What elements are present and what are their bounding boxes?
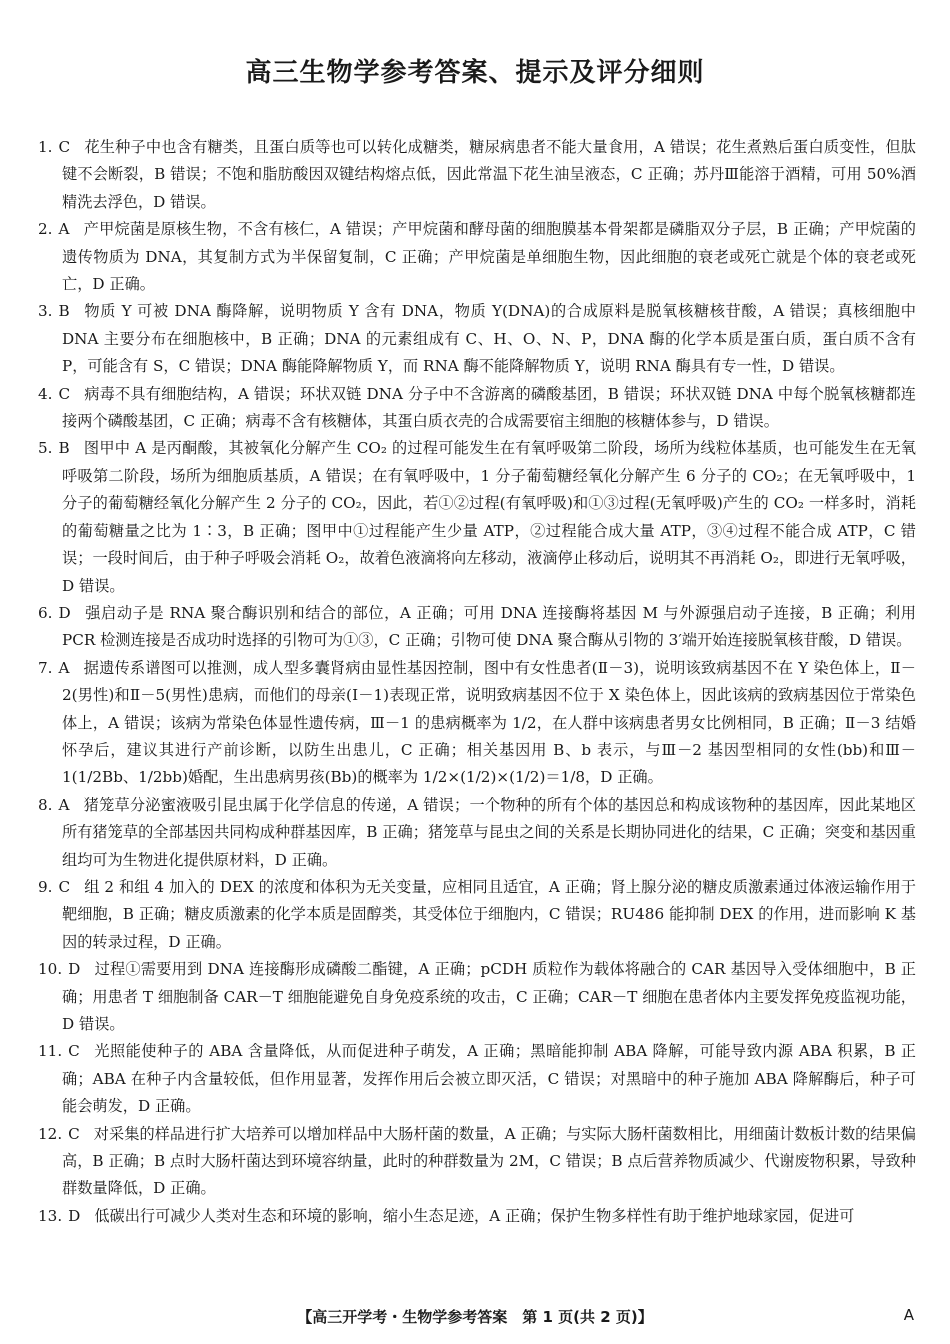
question-number: 9. (38, 877, 53, 896)
answer-item (38, 1203, 916, 1230)
question-number: 6. (38, 603, 53, 622)
answer-choice: C (68, 1124, 80, 1143)
answer-item (38, 435, 916, 599)
answer-item (38, 600, 916, 655)
answer-item (38, 1038, 916, 1120)
explanation-text: 组 2 和组 4 加入的 DEX 的浓度和体积为无关变量，应相同且适宜，A 正确；肾上腺分泌的糖皮质激素通过体液运输作用于靶细胞，B 正确；糖皮质激素的化学本质是固醇类，其受体位于细胞内，C 错误；RU486 能抑制 DEX 的作用，进而影响 K 基因的转录过程，D 正确。 (62, 877, 916, 951)
answer-choice: D (68, 1206, 81, 1225)
answer-list (38, 134, 916, 1230)
question-number: 1. (38, 138, 53, 156)
answer-choice: D (58, 603, 71, 622)
answer-choice: A (58, 795, 70, 814)
answer-item (38, 874, 916, 956)
answer-choice: B (58, 439, 70, 458)
explanation-text: 低碳出行可减少人类对生态和环境的影响，缩小生态足迹，A 正确；保护生物多样性有助于维护地球家园，促进可 (94, 1206, 855, 1225)
explanation-text: 花生种子中也含有糖类，且蛋白质等也可以转化成糖类，糖尿病患者不能大量食用，A 错误；花生煮熟后蛋白质变性，但肽键不会断裂，B 错误；不饱和脂肪酸因双键结构熔点低，因此常温下花生油呈液态，C 正确；苏丹Ⅲ能溶于酒精，可用 50%酒精洗去浮色，D 错误。 (62, 138, 916, 211)
question-number: 13. (38, 1206, 63, 1225)
answer-item (38, 134, 916, 216)
question-number: 10. (38, 960, 63, 979)
question-number: 5. (38, 439, 53, 458)
question-number: 3. (38, 302, 53, 321)
question-number: 4. (38, 384, 53, 403)
question-number: 8. (38, 795, 53, 814)
question-number: 11. (38, 1042, 63, 1061)
explanation-text: 光照能使种子的 ABA 含量降低，从而促进种子萌发，A 正确；黑暗能抑制 ABA 降解，可能导致内源 ABA 积累，B 正确；ABA 在种子内含量较低，但作用显著，发挥作用后会被立即灭活，C 错误；对黑暗中的种子施加 ABA 降解酶后，种子可能会萌发，D 正确。 (62, 1042, 916, 1116)
answer-item (38, 956, 916, 1038)
explanation-text: 图甲中 A 是丙酮酸，其被氧化分解产生 CO₂ 的过程可能发生在有氧呼吸第二阶段，场所为线粒体基质，也可能发生在无氧呼吸第二阶段，场所为细胞质基质，A 错误；在有氧呼吸中，1 分子葡萄糖经氧化分解产生 6 分子的 CO₂；在无氧呼吸中，1 分子的葡萄糖经氧化分解产生 2 分子的 CO₂，因此，若①②过程(有氧呼吸)和①③过程(无氧呼吸)产生的 CO₂ 一样多时，消耗的葡萄糖量之比为 1∶3，B 正确；图甲中①过程能产生少量 ATP，②过程能合成大量 ATP，③④过程不能合成 ATP，C 错误；一段时间后，由于种子呼吸会消耗 O₂，故着色液滴将向左移动，液滴停止移动后，说明其不再消耗 O₂，即进行无氧呼吸，D 错误。 (62, 439, 916, 595)
answer-choice: C (58, 138, 71, 156)
answer-item (38, 792, 916, 874)
answer-choice: C (58, 877, 71, 896)
answer-choice: A (58, 220, 70, 239)
answer-item (38, 655, 916, 792)
answer-choice: D (68, 960, 81, 979)
page-footer: 【高三开学考・生物学参考答案 第 1 页(共 2 页)】 (297, 1308, 653, 1326)
explanation-text: 过程①需要用到 DNA 连接酶形成磷酸二酯键，A 正确；pCDH 质粒作为载体将融合的 CAR 基因导入受体细胞中，B 正确；用患者 T 细胞制备 CAR－T 细胞能避免自身免疫系统的攻击，C 正确；CAR－T 细胞在患者体内主要发挥免疫监视功能，D 错误。 (62, 960, 916, 1033)
explanation-text: 猪笼草分泌蜜液吸引昆虫属于化学信息的传递，A 错误；一个物种的所有个体的基因总和构成该物种的基因库，因此某地区所有猪笼草的全部基因共同构成种群基因库，B 正确；猪笼草与昆虫之间的关系是长期协同进化的结果，C 正确；突变和基因重组均可为生物进化提供原材料，D 正确。 (62, 795, 916, 869)
explanation-text: 对采集的样品进行扩大培养可以增加样品中大肠杆菌的数量，A 正确；与实际大肠杆菌数相比，用细菌计数板计数的结果偏高，B 正确；B 点时大肠杆菌达到环境容纳量，此时的种群数量为 2M，C 错误；B 点后营养物质减少、代谢废物积累，导致种群数量降低，D 正确。 (62, 1124, 916, 1198)
answer-item (38, 298, 916, 380)
answer-choice: C (58, 384, 71, 403)
page-title: 高三生物学参考答案、提示及评分细则 (245, 58, 705, 88)
version-mark: A (903, 1306, 914, 1324)
answer-item (38, 381, 916, 436)
answer-choice: A (58, 658, 70, 677)
answer-choice: B (58, 302, 70, 321)
explanation-text: 物质 Y 可被 DNA 酶降解，说明物质 Y 含有 DNA，物质 Y(DNA)的合成原料是脱氧核糖核苷酸，A 错误；真核细胞中 DNA 主要分布在细胞核中，B 正确；DNA 的元素组成有 C、H、O、N、P，DNA 酶的化学本质是蛋白质，蛋白质不含有 P，可能含有 S，C 错误；DNA 酶能降解物质 Y，而 RNA 酶不能降解物质 Y，说明 RNA 酶具有专一性，D 错误。 (62, 302, 916, 376)
explanation-text: 病毒不具有细胞结构，A 错误；环状双链 DNA 分子中不含游离的磷酸基团，B 错误；环状双链 DNA 中每个脱氧核糖都连接两个磷酸基团，C 正确；病毒不含有核糖体，其蛋白质衣壳的合成需要宿主细胞的核糖体参与，D 错误。 (62, 384, 916, 431)
question-number: 7. (38, 658, 53, 677)
question-number: 2. (38, 220, 53, 239)
explanation-text: 据遗传系谱图可以推测，成人型多囊肾病由显性基因控制，图中有女性患者(Ⅱ－3)，说明该致病基因不在 Y 染色体上，Ⅱ－2(男性)和Ⅱ－5(男性)患病，而他们的母亲(Ⅰ－1)表现正常，说明致病基因不位于 X 染色体上，因此该病的致病基因位于常染色体上，A 错误；该病为常染色体显性遗传病，Ⅲ－1 的患病概率为 1/2，在人群中该病患者男女比例相同，B 正确；Ⅱ－3 结婚怀孕后，建议其进行产前诊断，以防生出患儿，C 正确；相关基因用 B、b 表示，与Ⅲ－2 基因型相同的女性(bb)和Ⅲ－1(1/2Bb、1/2bb)婚配，生出患病男孩(Bb)的概率为 1/2×(1/2)×(1/2)＝1/8，D 正确。 (62, 658, 916, 787)
answer-item (38, 1121, 916, 1203)
explanation-text: 产甲烷菌是原核生物，不含有核仁，A 错误；产甲烷菌和酵母菌的细胞膜基本骨架都是磷脂双分子层，B 正确；产甲烷菌的遗传物质为 DNA，其复制方式为半保留复制，C 正确；产甲烷菌是单细胞生物，因此细胞的衰老或死亡就是个体的衰老或死亡，D 正确。 (62, 220, 916, 294)
answer-item (38, 216, 916, 298)
explanation-text: 强启动子是 RNA 聚合酶识别和结合的部位，A 正确；可用 DNA 连接酶将基因 M 与外源强启动子连接，B 正确；利用 PCR 检测连接是否成功时选择的引物可为①③，C 正确；引物可使 DNA 聚合酶从引物的 3′端开始连接脱氧核苷酸，D 错误。 (62, 603, 916, 650)
answer-choice: C (68, 1042, 80, 1061)
question-number: 12. (38, 1124, 63, 1143)
